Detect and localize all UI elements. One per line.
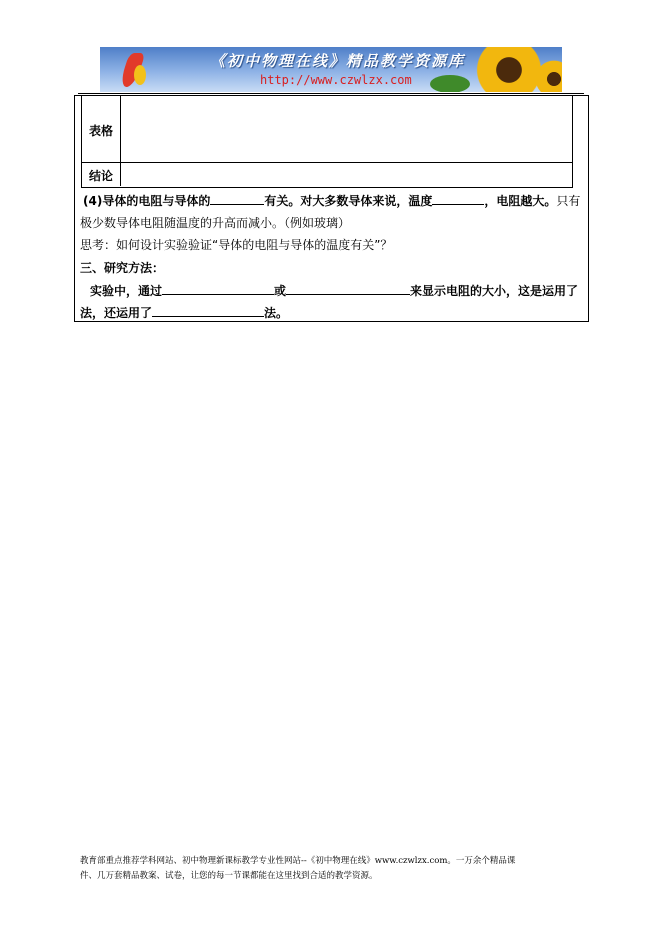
blank-3[interactable] — [162, 282, 274, 295]
think-question: 思考：如何设计实验验证“导体的电阻与导体的温度有关”？ — [80, 238, 393, 252]
header-rule — [78, 93, 584, 94]
footer-line1: 教育部重点推荐学科网站、初中物理新课标教学专业性网站--《初中物理在线》www.czwlzx.com。一万余个精品课 — [80, 856, 516, 866]
content-frame — [74, 95, 589, 322]
banner-title: 《初中物理在线》精品教学资源库 — [210, 52, 466, 70]
method-line1 — [90, 282, 578, 299]
method-text-3: 来显示电阻的大小，这是运用了 — [410, 284, 579, 298]
experiment-table — [81, 96, 573, 188]
item4-line2: 极少数导体电阻随温度的升高而减小。（例如玻璃） — [80, 216, 351, 230]
banner-url: http://www.czwlzx.com — [260, 73, 412, 87]
page-footer — [80, 854, 590, 884]
table-row-divider — [82, 162, 572, 163]
item4-text-4: 只有 — [556, 194, 581, 208]
table-label-biaoge: 表格 — [88, 124, 113, 138]
blank-5[interactable] — [152, 304, 264, 317]
leaf-decoration — [430, 75, 470, 92]
table-column-divider — [120, 96, 121, 186]
method-text-2: 或 — [274, 284, 287, 298]
blank-4[interactable] — [286, 282, 410, 295]
method-text-4: 法，还运用了 — [80, 306, 153, 320]
blank-1[interactable] — [210, 192, 264, 205]
item4-text-1: (4)导体的电阻与导体的 — [83, 194, 211, 208]
method-text-1: 实验中，通过 — [90, 284, 163, 298]
header-banner — [100, 47, 562, 92]
footer-line2: 件、几万套精品教案、试卷，让您的每一节课都能在这里找到合适的教学资源。 — [80, 871, 378, 881]
table-label-jielun: 结论 — [88, 169, 113, 183]
method-line2 — [80, 304, 288, 321]
item4-text-3: ，电阻越大。 — [484, 194, 557, 208]
method-text-5: 法。 — [264, 306, 289, 320]
blank-2[interactable] — [432, 192, 484, 205]
section3-title: 三、研究方法： — [80, 261, 165, 275]
item4-line1 — [83, 192, 580, 209]
logo-dot-icon — [134, 65, 146, 85]
item4-text-2: 有关。对大多数导体来说，温度 — [264, 194, 433, 208]
